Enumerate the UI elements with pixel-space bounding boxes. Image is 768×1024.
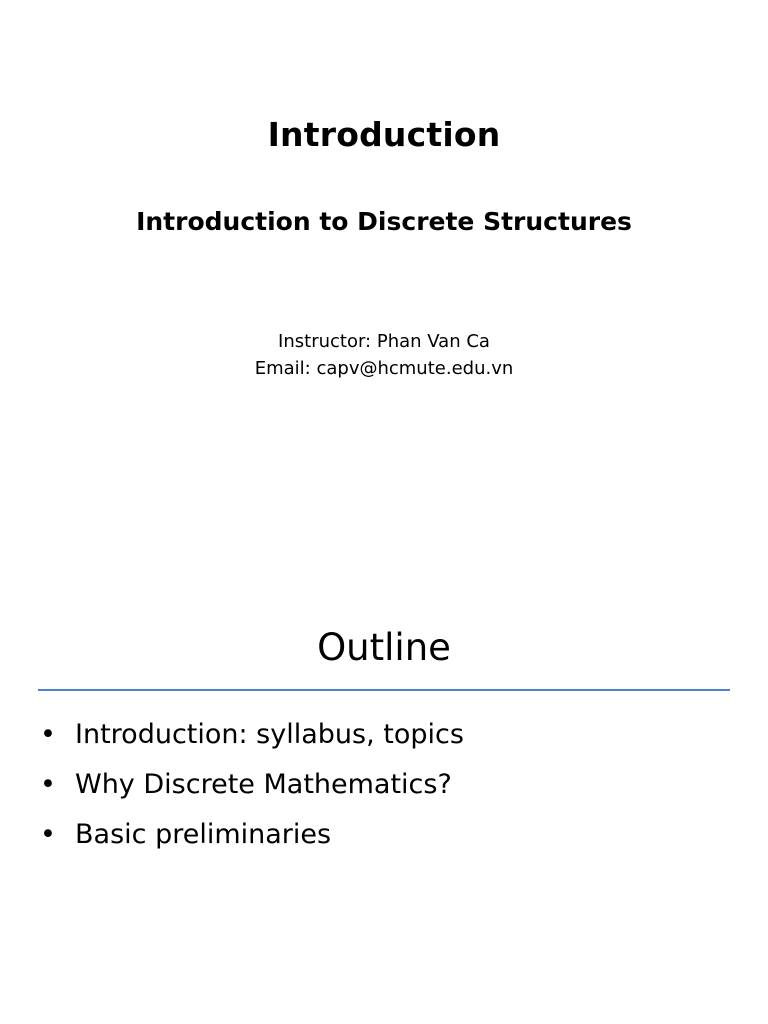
bullet-list — [40, 710, 464, 860]
bullet-item — [40, 810, 464, 860]
bullet-dot: • — [40, 819, 56, 850]
bullet-dot: • — [40, 719, 56, 750]
bullet-item — [40, 710, 464, 760]
bullet-text: Why Discrete Mathematics? — [75, 769, 452, 800]
bullet-text: Basic preliminaries — [75, 819, 332, 850]
slide-title: Introduction — [267, 115, 501, 154]
title-divider — [38, 689, 730, 691]
instructor-line: Instructor: Phan Van Ca — [278, 331, 490, 352]
outline-slide — [0, 512, 768, 1024]
bullet-text: Introduction: syllabus, topics — [75, 719, 464, 750]
outline-title: Outline — [317, 626, 451, 669]
email-line: Email: capv@hcmute.edu.vn — [254, 358, 514, 379]
bullet-item — [40, 760, 464, 810]
slide-subtitle: Introduction to Discrete Structures — [136, 207, 632, 236]
bullet-dot: • — [40, 769, 56, 800]
